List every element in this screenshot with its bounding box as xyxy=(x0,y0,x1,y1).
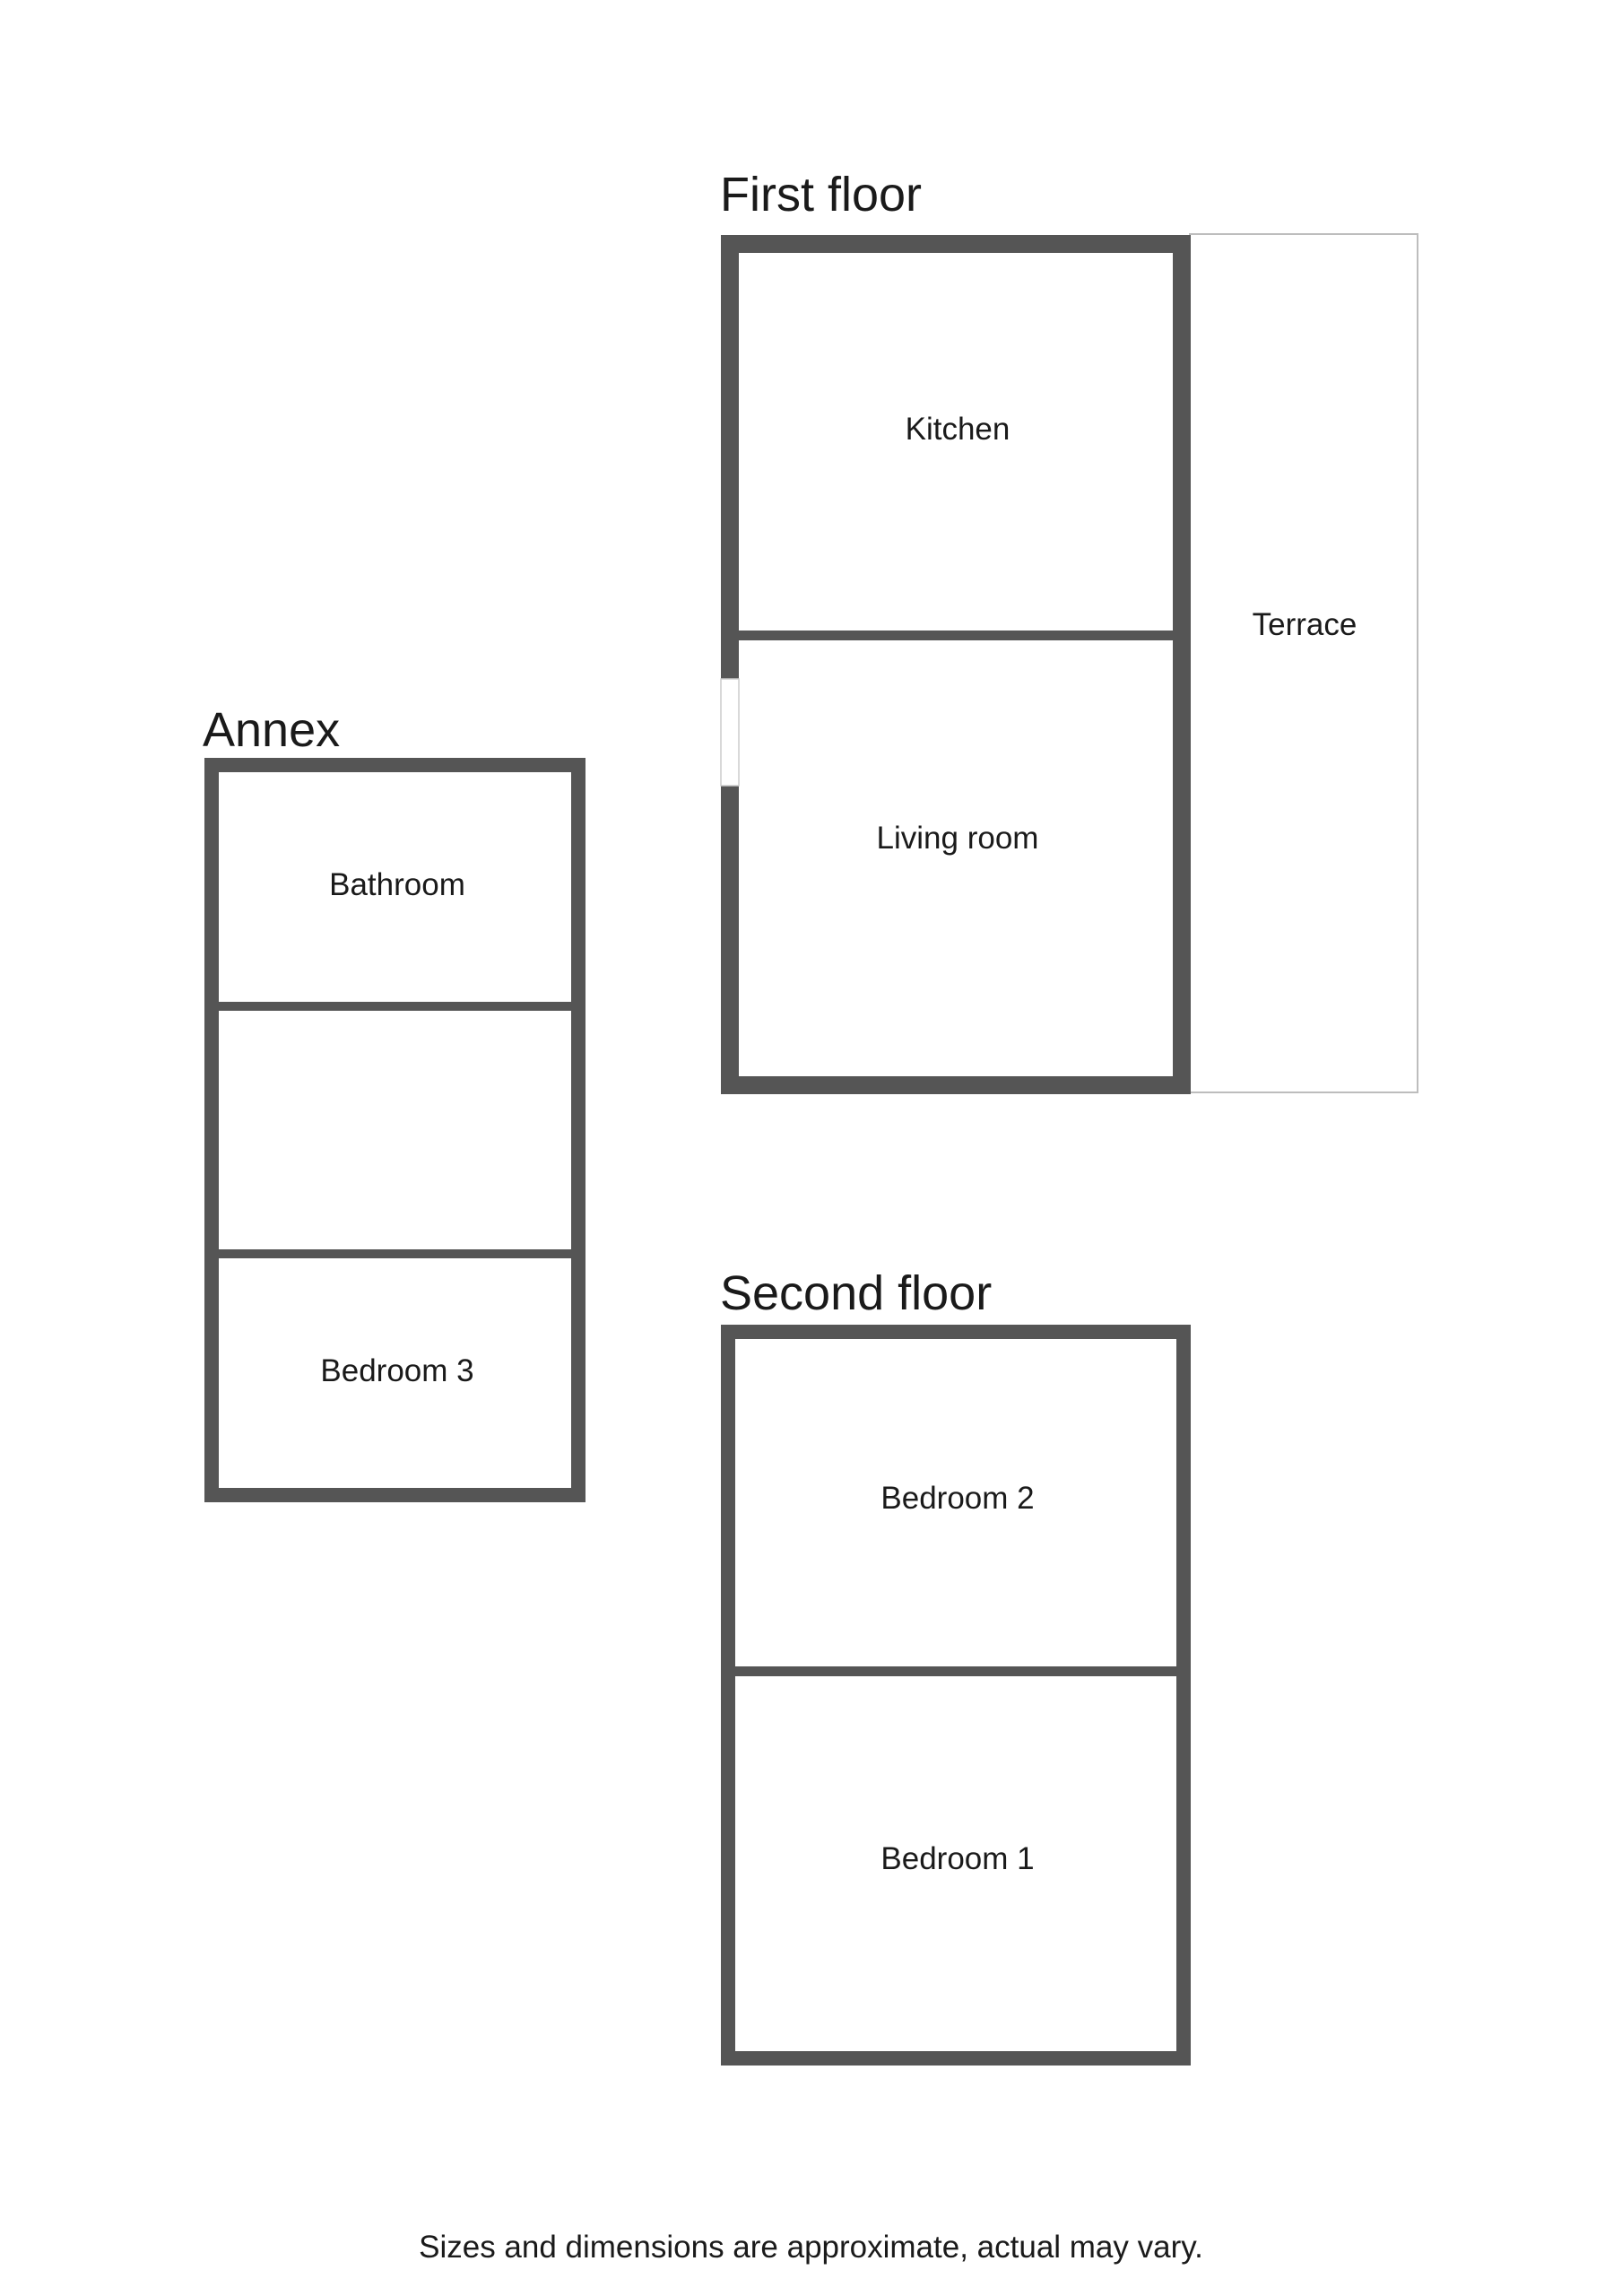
first-floor-plan xyxy=(720,168,1418,1094)
first-floor-wall-bottom xyxy=(721,1076,1191,1094)
second-floor-title: Second floor xyxy=(720,1266,993,1320)
annex-title: Annex xyxy=(203,703,341,757)
bedroom-3-label: Bedroom 3 xyxy=(320,1353,474,1388)
first-floor-wall-left-lower xyxy=(721,786,739,1094)
first-floor-wall-left-upper xyxy=(721,235,739,679)
second-floor-outer-wall xyxy=(728,1332,1184,2058)
first-floor-title: First floor xyxy=(720,168,923,222)
disclaimer-note: Sizes and dimensions are approximate, actual may vary. xyxy=(419,2230,1203,2265)
bedroom-2-label: Bedroom 2 xyxy=(880,1481,1035,1516)
terrace-area xyxy=(1190,234,1418,1092)
second-floor-plan xyxy=(720,1266,1184,2058)
first-floor-wall-top xyxy=(721,235,1191,253)
kitchen-label: Kitchen xyxy=(905,412,1010,447)
annex-plan xyxy=(203,703,578,1495)
terrace-label: Terrace xyxy=(1252,607,1357,642)
bathroom-label: Bathroom xyxy=(329,867,465,902)
kitchen-living-partition xyxy=(739,631,1173,640)
bedroom-partition xyxy=(735,1666,1176,1676)
first-floor-doorway xyxy=(721,679,739,786)
first-floor-wall-right xyxy=(1173,235,1191,1094)
living-room-label: Living room xyxy=(876,821,1039,856)
annex-partition-upper xyxy=(219,1002,571,1011)
bedroom-1-label: Bedroom 1 xyxy=(880,1841,1035,1876)
annex-partition-lower xyxy=(219,1249,571,1258)
